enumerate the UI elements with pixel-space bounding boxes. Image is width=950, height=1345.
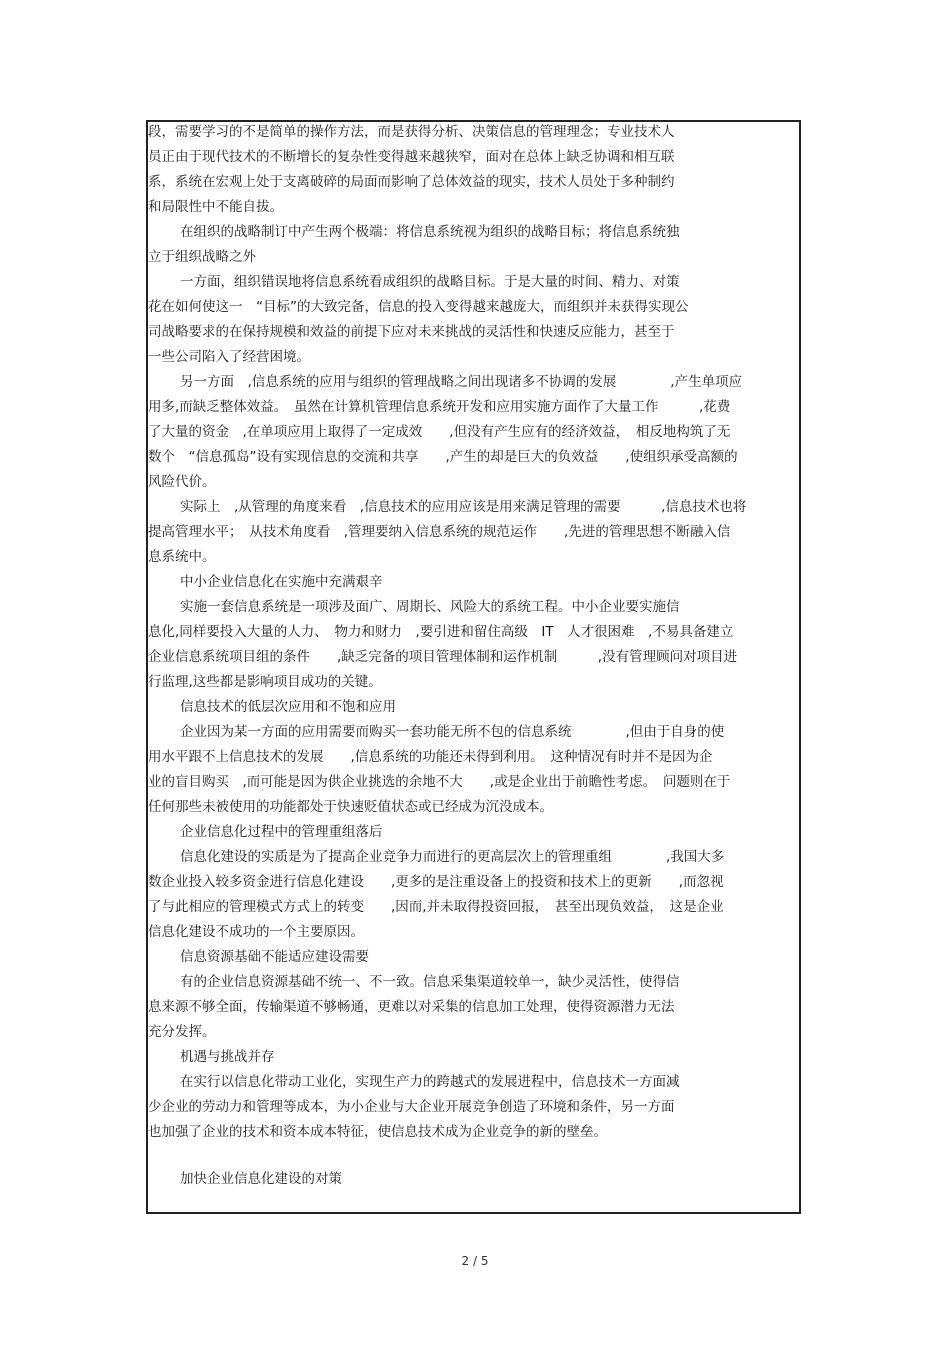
paragraph-line: 实际上 ,从管理的角度来看 ,信息技术的应用应该是用来满足管理的需要 ,信息技术也将	[180, 499, 747, 515]
text-line: 息系统中。	[148, 549, 216, 565]
text-line: 花在如何使这一 “目标”的大致完备，信息的投入变得越来越庞大，而组织并未获得实现公	[148, 299, 689, 315]
text-line: 了大量的资金 ,在单项应用上取得了一定成效 ,但没有产生应有的经济效益， 相反地构筑了无	[148, 424, 731, 440]
text-line: 员正由于现代技术的不断增长的复杂性变得越来越狭窄，面对在总体上缺乏协调和相互联	[148, 149, 675, 165]
text-line: 充分发挥。	[148, 1024, 216, 1040]
paragraph-line: 有的企业信息资源基础不统一、不一致。信息采集渠道较单一，缺少灵活性，使得信	[180, 974, 680, 990]
text-line: 信息化建设不成功的一个主要原因。	[148, 924, 364, 940]
text-line: 用多,而缺乏整体效益。 虽然在计算机管理信息系统开发和应用实施方面作了大量工作 ,花费	[148, 399, 731, 415]
text-line: 少企业的劳动力和管理等成本，为小企业与大企业开展竞争创造了环境和条件，另一方面	[148, 1099, 675, 1115]
text-line: 司战略要求的在保持规模和效益的前提下应对未来挑战的灵活性和快速反应能力，甚至于	[148, 324, 675, 340]
page-number: 2 / 5	[461, 1254, 489, 1268]
text-line: 任何那些未被使用的功能都处于快速贬值状态或已经成为沉没成本。	[148, 799, 553, 815]
text-line: 提高管理水平； 从技术角度看 ,管理要纳入信息系统的规范运作 ,先进的管理思想不断融入信	[148, 524, 731, 540]
paragraph-line: 实施一套信息系统是一项涉及面广、周期长、风险大的系统工程。中小企业要实施信	[180, 599, 680, 615]
text-line: 企业信息系统项目组的条件 ,缺乏完备的项目管理体制和运作机制 ,没有管理顾问对项目进	[148, 649, 738, 665]
text-line: 用水平跟不上信息技术的发展 ,信息系统的功能还未得到利用。 这种情况有时并不是因为企	[148, 749, 713, 765]
text-line: 立于组织战略之外	[148, 249, 256, 265]
paragraph-line: 企业因为某一方面的应用需要而购买一套功能无所不包的信息系统 ,但由于自身的使	[180, 724, 725, 740]
section-heading: 信息技术的低层次应用和不饱和应用	[180, 699, 396, 715]
section-heading: 机遇与挑战并存	[180, 1049, 275, 1065]
text-line: 息来源不够全面，传输渠道不够畅通，更难以对采集的信息加工处理，使得资源潜力无法	[148, 999, 675, 1015]
paragraph-line: 信息化建设的实质是为了提高企业竞争力而进行的更高层次上的管理重组 ,我国大多	[180, 849, 725, 865]
paragraph-line: 在实行以信息化带动工业化，实现生产力的跨越式的发展进程中，信息技术一方面减	[180, 1074, 680, 1090]
text-line: 了与此相应的管理模式方式上的转变 ,因而,并未取得投资回报， 甚至出现负效益， 这是企业	[148, 899, 724, 915]
paragraph-line: 在组织的战略制订中产生两个极端：将信息系统视为组织的战略目标；将信息系统独	[180, 224, 680, 240]
section-heading: 企业信息化过程中的管理重组落后	[180, 824, 383, 840]
paragraph-line: 一方面，组织错误地将信息系统看成组织的战略目标。于是大量的时间、精力、对策	[180, 274, 680, 290]
paragraph-line: 另一方面 ,信息系统的应用与组织的管理战略之间出现诸多不协调的发展 ,产生单项应	[180, 374, 743, 390]
text-line: 一些公司陷入了经营困境。	[148, 349, 310, 365]
section-heading: 中小企业信息化在实施中充满艰辛	[180, 574, 383, 590]
text-line: 业的盲目购买 ,而可能是因为供企业挑选的余地不大 ,或是企业出于前瞻性考虑。 问题则在于	[148, 774, 731, 790]
text-line: 息化,同样要投入大量的人力、 物力和财力 ,要引进和留住高级 IT 人才很困难 ,不易具备建立	[148, 624, 734, 640]
text-line: 数企业投入较多资金进行信息化建设 ,更多的是注重设备上的投资和技术上的更新 ,而忽视	[148, 874, 724, 890]
text-line: 和局限性中不能自拔。	[148, 199, 283, 215]
text-line: 段，需要学习的不是简单的操作方法，而是获得分析、决策信息的管理理念；专业技术人	[148, 124, 675, 140]
section-heading: 信息资源基础不能适应建设需要	[180, 949, 369, 965]
section-heading: 加快企业信息化建设的对策	[180, 1171, 342, 1187]
text-line: 行监理,这些都是影响项目成功的关键。	[148, 674, 382, 690]
text-line: 也加强了企业的技术和资本成本特征，使信息技术成为企业竞争的新的壁垒。	[148, 1124, 607, 1140]
text-line: 数个 “信息孤岛”设有实现信息的交流和共享 ,产生的却是巨大的负效益 ,使组织承受高额的	[148, 449, 738, 465]
text-line: 风险代价。	[148, 474, 216, 490]
text-line: 系，系统在宏观上处于支离破碎的局面而影响了总体效益的现实，技术人员处于多种制约	[148, 174, 675, 190]
